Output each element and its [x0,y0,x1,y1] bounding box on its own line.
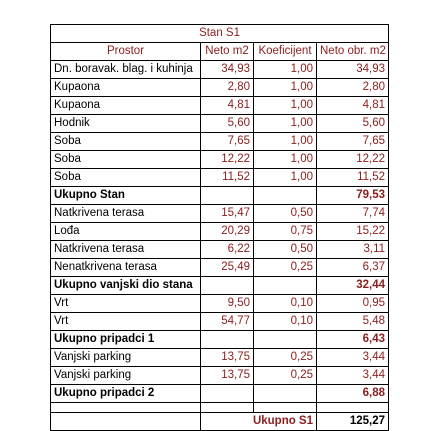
cell-neto-obr-m2: 5,60 [317,115,389,133]
cell-neto-obr-m2: 4,81 [317,97,389,115]
cell-prostor: Nenatkrivena terasa [51,259,201,277]
cell-neto-m2: 6,22 [201,241,254,259]
empty-cell [201,187,254,205]
cell-neto-m2: 13,75 [201,349,254,367]
cell-koeficijent: 0,25 [254,259,317,277]
empty-cell [201,331,254,349]
cell-prostor: Lođa [51,223,201,241]
cell-neto-m2: 11,52 [201,169,254,187]
header-prostor: Prostor [51,43,201,61]
cell-prostor: Hodnik [51,115,201,133]
table-row [51,223,389,241]
cell-neto-obr-m2: 15,22 [317,223,389,241]
table-row [51,241,389,259]
area-table [50,24,389,431]
cell-koeficijent: 1,00 [254,169,317,187]
grand-total-row [51,413,389,431]
empty-cell [317,403,389,413]
table-title-row [51,25,389,43]
empty-cell [254,187,317,205]
header-neto-obr-m2: Neto obr. m2 [317,43,389,61]
cell-prostor: Natkrivena terasa [51,241,201,259]
table-row [51,313,389,331]
cell-koeficijent: 1,00 [254,133,317,151]
table-row [51,349,389,367]
cell-prostor: Kupaona [51,79,201,97]
table-title: Stan S1 [51,25,389,43]
cell-koeficijent: 0,10 [254,313,317,331]
table-row [51,367,389,385]
empty-cell [201,403,254,413]
cell-neto-obr-m2: 12,22 [317,151,389,169]
table-row [51,259,389,277]
cell-neto-m2: 13,75 [201,367,254,385]
cell-koeficijent: 1,00 [254,115,317,133]
subtotal-label: Ukupno vanjski dio stana [51,277,201,295]
cell-prostor: Vrt [51,313,201,331]
cell-koeficijent: 0,10 [254,295,317,313]
cell-prostor: Vanjski parking [51,367,201,385]
cell-neto-obr-m2: 3,11 [317,241,389,259]
cell-koeficijent: 1,00 [254,151,317,169]
header-neto-m2: Neto m2 [201,43,254,61]
cell-neto-m2: 54,77 [201,313,254,331]
grand-total-label: Ukupno S1 [201,413,317,431]
cell-koeficijent: 0,50 [254,205,317,223]
empty-cell [201,277,254,295]
empty-cell [254,331,317,349]
cell-neto-obr-m2: 5,48 [317,313,389,331]
cell-prostor: Soba [51,133,201,151]
table-row [51,115,389,133]
table-row [51,169,389,187]
cell-neto-obr-m2: 0,95 [317,295,389,313]
cell-koeficijent: 1,00 [254,97,317,115]
area-table-sheet [50,24,388,431]
cell-prostor: Kupaona [51,97,201,115]
empty-cell [254,277,317,295]
table-row [51,151,389,169]
cell-koeficijent: 0,25 [254,349,317,367]
grand-total-value: 125,27 [317,413,389,431]
cell-neto-obr-m2: 3,44 [317,349,389,367]
area-table-body [51,25,389,431]
cell-neto-obr-m2: 11,52 [317,169,389,187]
cell-neto-m2: 15,47 [201,205,254,223]
subtotal-value: 79,53 [317,187,389,205]
subtotal-label: Ukupno pripadci 1 [51,331,201,349]
cell-neto-m2: 34,93 [201,61,254,79]
cell-neto-m2: 12,22 [201,151,254,169]
cell-prostor: Vrt [51,295,201,313]
table-row [51,79,389,97]
subtotal-row [51,187,389,205]
cell-neto-m2: 4,81 [201,97,254,115]
cell-neto-obr-m2: 3,44 [317,367,389,385]
subtotal-value: 6,43 [317,331,389,349]
cell-koeficijent: 0,50 [254,241,317,259]
cell-koeficijent: 0,75 [254,223,317,241]
cell-prostor: Dn. boravak. blag. i kuhinja [51,61,201,79]
cell-neto-m2: 7,65 [201,133,254,151]
subtotal-row [51,277,389,295]
spacer-row [51,403,389,413]
cell-neto-m2: 5,60 [201,115,254,133]
cell-prostor: Vanjski parking [51,349,201,367]
cell-koeficijent: 1,00 [254,61,317,79]
cell-prostor: Soba [51,169,201,187]
subtotal-value: 6,88 [317,385,389,403]
cell-prostor: Natkrivena terasa [51,205,201,223]
cell-prostor: Soba [51,151,201,169]
empty-cell [51,403,201,413]
cell-neto-m2: 9,50 [201,295,254,313]
empty-cell [254,403,317,413]
subtotal-value: 32,44 [317,277,389,295]
table-row [51,205,389,223]
cell-neto-m2: 25,49 [201,259,254,277]
header-koeficijent: Koeficijent [254,43,317,61]
cell-neto-m2: 2,80 [201,79,254,97]
cell-koeficijent: 0,25 [254,367,317,385]
table-header-row [51,43,389,61]
cell-neto-obr-m2: 2,80 [317,79,389,97]
cell-neto-obr-m2: 7,74 [317,205,389,223]
cell-koeficijent: 1,00 [254,79,317,97]
table-row [51,61,389,79]
cell-neto-m2: 20,29 [201,223,254,241]
cell-neto-obr-m2: 7,65 [317,133,389,151]
cell-neto-obr-m2: 6,37 [317,259,389,277]
subtotal-label: Ukupno Stan [51,187,201,205]
subtotal-label: Ukupno pripadci 2 [51,385,201,403]
table-row [51,133,389,151]
table-row [51,295,389,313]
cell-neto-obr-m2: 34,93 [317,61,389,79]
empty-cell [51,413,201,431]
table-row [51,97,389,115]
subtotal-row [51,331,389,349]
